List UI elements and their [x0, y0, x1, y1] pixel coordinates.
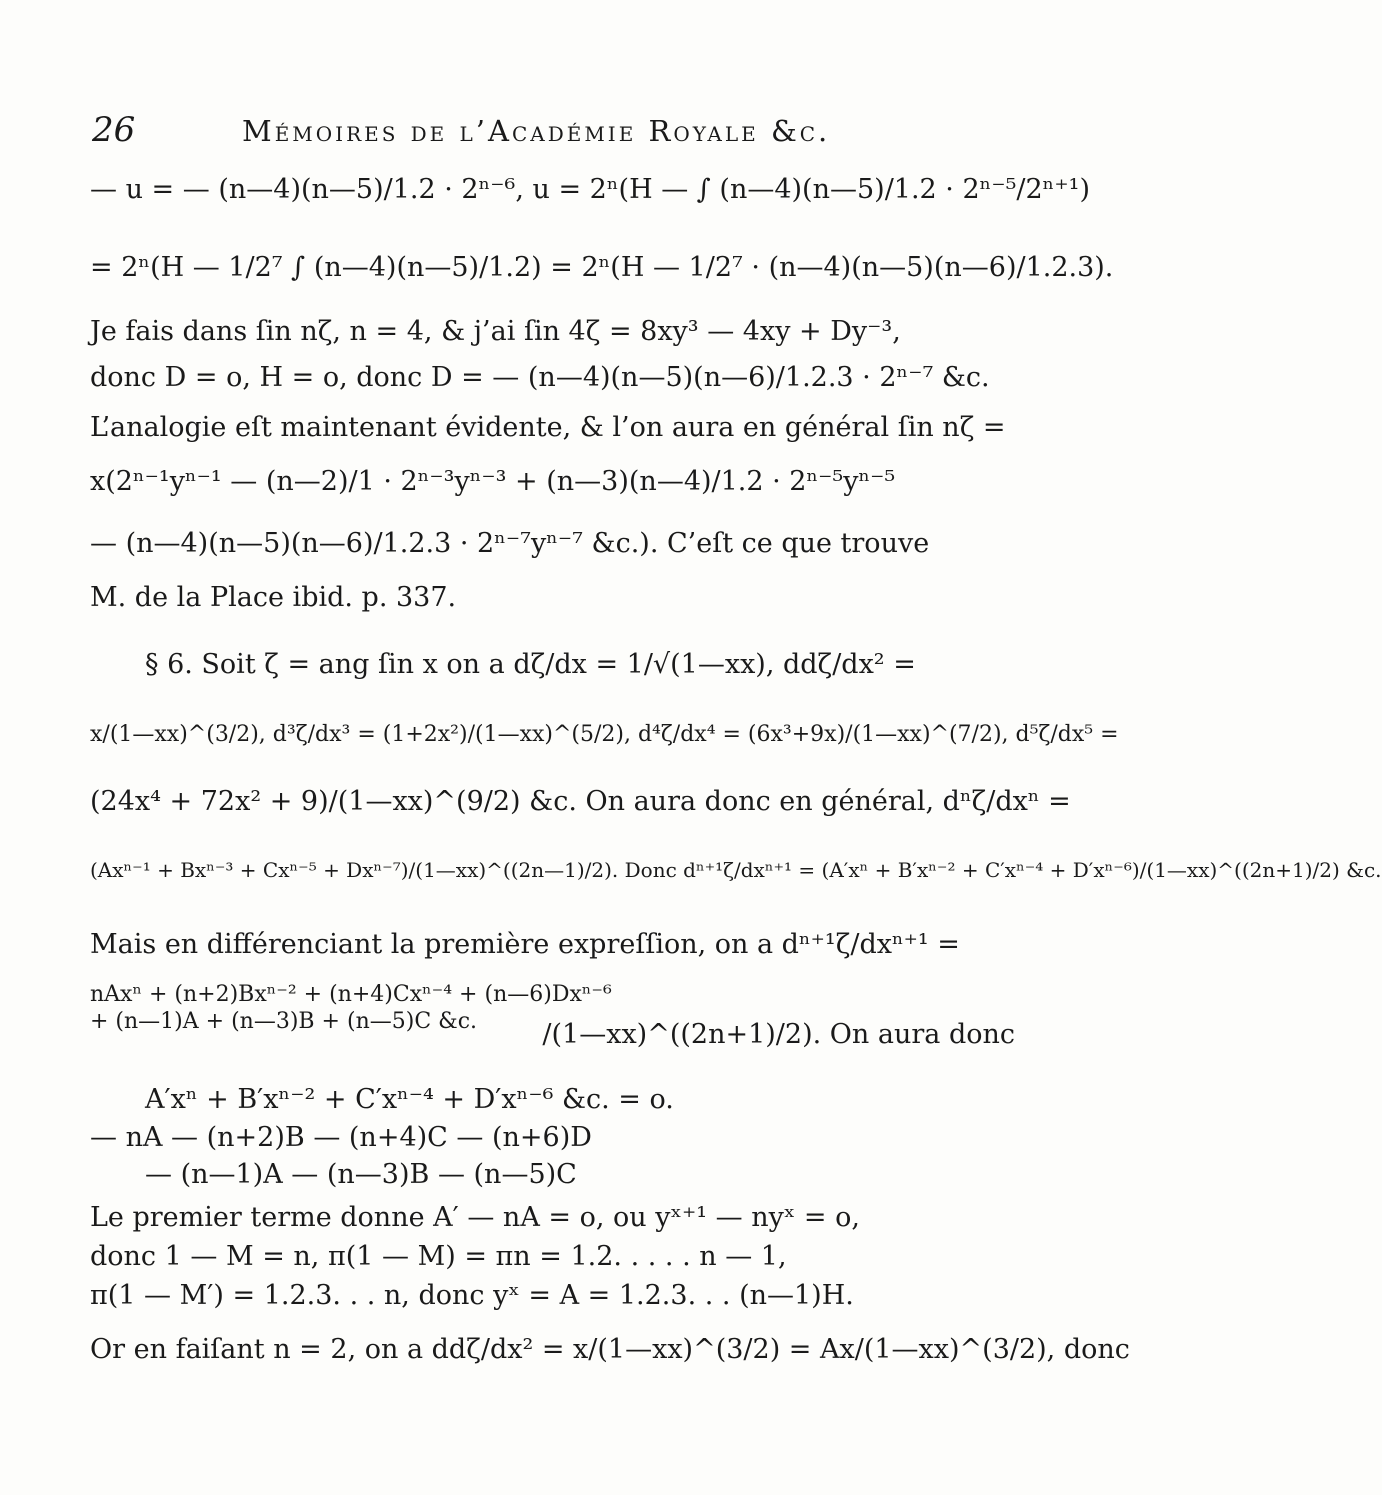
text-line: nAxⁿ + (n+2)Bxⁿ⁻² + (n+4)Cxⁿ⁻⁴ + (n—6)Dxⁿ⁻⁶	[90, 982, 612, 1007]
section-heading-line: § 6. Soit ζ = ang ſin x on a dζ/dx = 1/√(1—xx), ddζ/dx² =	[145, 649, 916, 680]
text-line: (Axⁿ⁻¹ + Bxⁿ⁻³ + Cxⁿ⁻⁵ + Dxⁿ⁻⁷)/(1—xx)^((2n—1)/2). Donc dⁿ⁺¹ζ/dxⁿ⁺¹ = (A′xⁿ + B′xⁿ⁻² + C′xⁿ⁻⁴ + D′xⁿ⁻⁶)/(1—xx)^((2n+1)/2) &c.	[90, 858, 1382, 882]
text-line: x/(1—xx)^(3/2), d³ζ/dx³ = (1+2x²)/(1—xx)^(5/2), d⁴ζ/dx⁴ = (6x³+9x)/(1—xx)^(7/2), d⁵ζ/dx⁵ =	[90, 722, 1119, 747]
page-number: 26	[92, 110, 136, 150]
text-line: — (n—4)(n—5)(n—6)/1.2.3 · 2ⁿ⁻⁷yⁿ⁻⁷ &c.). C’eſt ce que trouve	[90, 528, 930, 559]
text-line: /(1—xx)^((2n+1)/2). On aura donc	[542, 1019, 1015, 1050]
text-line: Mais en différenciant la première expreſſion, on a dⁿ⁺¹ζ/dxⁿ⁺¹ =	[90, 929, 960, 960]
text-line: Le premier terme donne A′ — nA = o, ou yˣ⁺¹ — nyˣ = o,	[90, 1202, 860, 1233]
text-line: x(2ⁿ⁻¹yⁿ⁻¹ — (n—2)/1 · 2ⁿ⁻³yⁿ⁻³ + (n—3)(n—4)/1.2 · 2ⁿ⁻⁵yⁿ⁻⁵	[90, 466, 896, 497]
text-line: — u = — (n—4)(n—5)/1.2 · 2ⁿ⁻⁶, u = 2ⁿ(H — ∫ (n—4)(n—5)/1.2 · 2ⁿ⁻⁵/2ⁿ⁺¹)	[90, 174, 1090, 205]
text-line: A′xⁿ + B′xⁿ⁻² + C′xⁿ⁻⁴ + D′xⁿ⁻⁶ &c. = o.	[145, 1084, 674, 1115]
text-line: donc 1 — M = n, π(1 — M) = πn = 1.2. . . . . n — 1,	[90, 1241, 787, 1272]
text-line: Or en faiſant n = 2, on a ddζ/dx² = x/(1—xx)^(3/2) = Ax/(1—xx)^(3/2), donc	[90, 1334, 1130, 1365]
text-line: donc D = o, H = o, donc D = — (n—4)(n—5)(n—6)/1.2.3 · 2ⁿ⁻⁷ &c.	[90, 362, 990, 393]
text-line: L’analogie eſt maintenant évidente, & l’on aura en général ſin nζ =	[90, 412, 1006, 443]
running-title: Mémoires de l’Académie Royale &c.	[242, 114, 831, 148]
text-line: + (n—1)A + (n—3)B + (n—5)C &c.	[90, 1009, 478, 1034]
text-line: (24x⁴ + 72x² + 9)/(1—xx)^(9/2) &c. On aura donc en général, dⁿζ/dxⁿ =	[90, 786, 1071, 817]
text-line: M. de la Place ibid. p. 337.	[90, 582, 457, 613]
text-line: = 2ⁿ(H — 1/2⁷ ∫ (n—4)(n—5)/1.2) = 2ⁿ(H — 1/2⁷ · (n—4)(n—5)(n—6)/1.2.3).	[90, 252, 1114, 283]
page-header	[92, 110, 1012, 156]
text-line: — (n—1)A — (n—3)B — (n—5)C	[145, 1159, 577, 1190]
text-line: Je fais dans ſin nζ, n = 4, & j’ai ſin 4ζ = 8xy³ — 4xy + Dy⁻³,	[90, 316, 901, 347]
text-line: — nA — (n+2)B — (n+4)C — (n+6)D	[90, 1122, 592, 1153]
text-line: π(1 — M′) = 1.2.3. . . n, donc yˣ = A = 1.2.3. . . (n—1)H.	[90, 1280, 854, 1311]
